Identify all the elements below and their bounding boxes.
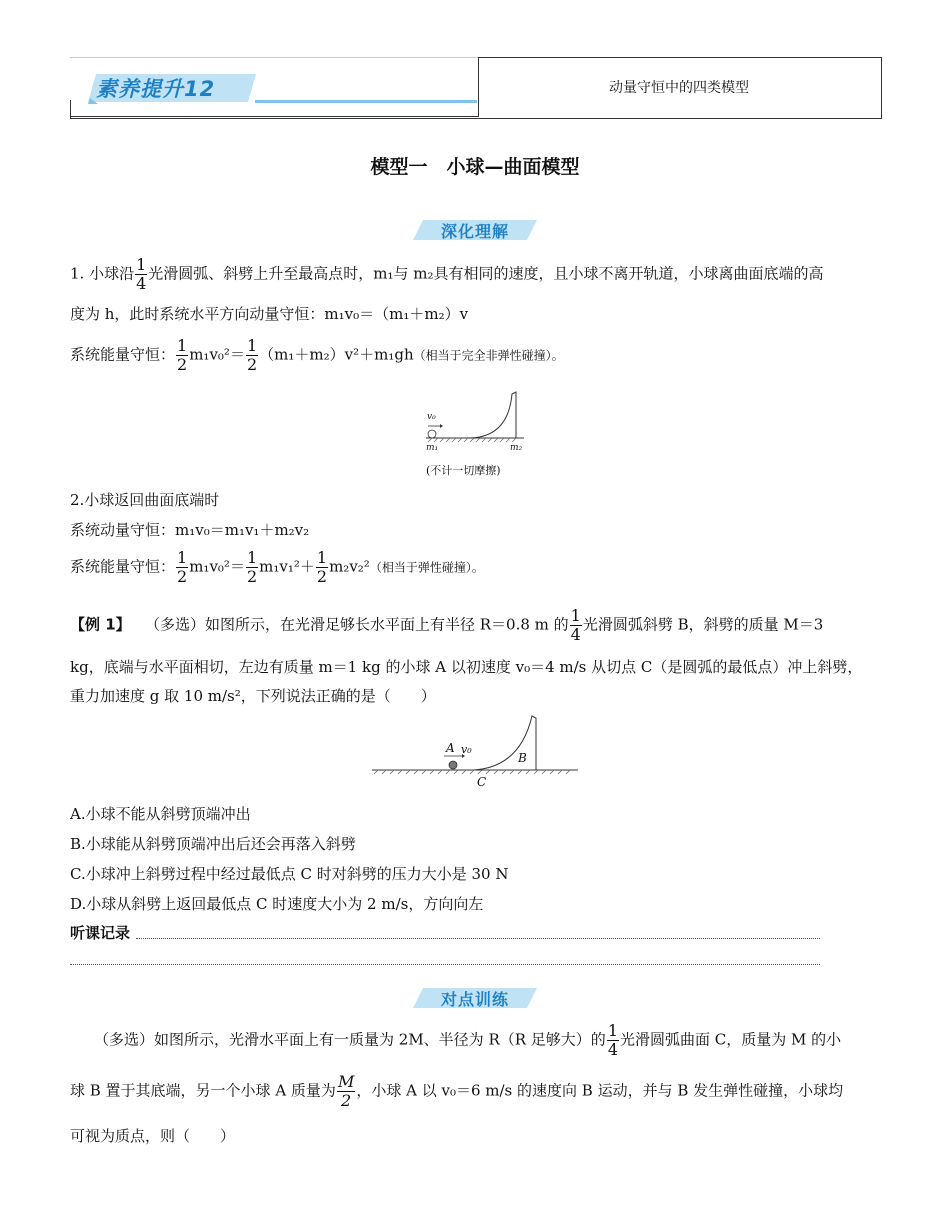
fraction-quarter <box>570 607 582 644</box>
fig2-label-v0: v₀ <box>461 743 472 756</box>
option-c: C.小球冲上斜劈过程中经过最低点 C 时对斜劈的压力大小是 30 N <box>70 865 509 883</box>
frac-num: 1 <box>136 255 147 274</box>
training-tag <box>413 985 537 1011</box>
frac-den: 2 <box>316 567 328 586</box>
paragraph-1-line2: 度为 h，此时系统水平方向动量守恒：m₁v₀＝（m₁＋m₂）v <box>70 305 469 323</box>
ex1-line1-a: （多选）如图所示，在光滑足够长水平面上有半径 R＝0.8 m 的 <box>144 615 569 634</box>
header-top-rule <box>70 57 478 58</box>
training-line1-a: （多选）如图所示，光滑水平面上有一质量为 2M、半径为 R（R 足够大）的 <box>94 1030 606 1049</box>
p5-eq2: m₁v₁²＋ <box>259 557 315 576</box>
training-line1-b: 光滑圆弧曲面 C，质量为 M 的小 <box>620 1030 842 1049</box>
fraction-half <box>176 337 188 374</box>
deepen-tag <box>413 217 537 243</box>
badge-text: 素养提升12 <box>96 77 216 101</box>
frac-num: 1 <box>177 336 188 355</box>
fig1-v0: v₀ <box>427 412 436 422</box>
p5-note: （相当于弹性碰撞）。 <box>369 560 484 575</box>
figure-1 <box>420 390 530 482</box>
frac-num: 1 <box>177 548 188 567</box>
frac-den: 4 <box>136 274 147 293</box>
fig2-label-C: C <box>477 775 487 789</box>
fraction-half <box>246 549 258 586</box>
figure-2-drawing <box>370 712 580 782</box>
option-b: B.小球能从斜劈顶端冲出后还会再落入斜劈 <box>70 835 356 853</box>
p5-label: 系统能量守恒： <box>70 557 176 576</box>
option-a: A.小球不能从斜劈顶端冲出 <box>70 805 251 823</box>
training-line2-a: 球 B 置于其底端，另一个小球 A 质量为 <box>70 1081 336 1100</box>
fraction-half <box>316 549 328 586</box>
paragraph-5 <box>70 549 484 586</box>
frac-den: 2 <box>341 1091 352 1110</box>
fig1-m1: m₁ <box>426 443 439 453</box>
p5-eq3: m₂v₂² <box>329 557 370 576</box>
fig1-m2: m₂ <box>510 443 523 453</box>
example-1-line3: 重力加速度 g 取 10 m/s²，下列说法正确的是（ ） <box>70 687 436 705</box>
frac-den: 2 <box>246 355 258 374</box>
ex1-line1-b: 光滑圆弧斜劈 B，斜劈的质量 M＝3 <box>582 615 824 634</box>
frac-num: 1 <box>570 606 581 625</box>
frac-num: M <box>337 1072 355 1091</box>
fraction-quarter <box>135 256 147 293</box>
paragraph-1 <box>70 256 824 293</box>
header-left-rule <box>70 100 71 117</box>
example-1-line2: kg，底端与水平面相切，左边有质量 m＝1 kg 的小球 A 以初速度 v₀＝4 m/s 从切点 C（是圆弧的最低点）冲上斜劈， <box>70 658 863 676</box>
fraction-quarter <box>607 1022 619 1059</box>
header-bottom-rule <box>70 116 478 117</box>
frac-num: 1 <box>607 1021 618 1040</box>
frac-den: 4 <box>607 1040 618 1059</box>
training-line2-b: ，小球 A 以 v₀＝6 m/s 的速度向 B 运动，并与 B 发生弹性碰撞，小球均 <box>356 1081 844 1100</box>
frac-den: 4 <box>570 625 581 644</box>
figure-2 <box>370 712 580 792</box>
paragraph-3: 2.小球返回曲面底端时 <box>70 491 220 509</box>
p5-eq1: m₁v₀²＝ <box>189 557 245 576</box>
notes-line-2[interactable] <box>70 964 820 965</box>
training-line3: 可视为质点，则（ ） <box>70 1127 236 1145</box>
training-line2 <box>70 1073 843 1110</box>
fig2-label-B: B <box>518 751 527 765</box>
p2-note: （相当于完全非弹性碰撞）。 <box>413 348 564 363</box>
page-title: 模型一 小球—曲面模型 <box>370 156 580 178</box>
paragraph-2 <box>70 337 564 374</box>
p2-label: 系统能量守恒： <box>70 345 176 364</box>
frac-num: 1 <box>316 548 328 567</box>
fig1-caption: (不计一切摩擦) <box>426 464 501 477</box>
section-badge <box>88 70 258 104</box>
notes-line-1[interactable] <box>136 938 820 939</box>
p1-prefix: 1. 小球沿 <box>70 264 135 283</box>
p1-rest: 光滑圆弧、斜劈上升至最高点时，m₁与 m₂具有相同的速度，且小球不离开轨道，小球离曲面底端的高 <box>148 264 824 283</box>
fig2-label-A: A <box>446 741 455 755</box>
frac-den: 2 <box>177 355 188 374</box>
training-line1 <box>94 1022 841 1059</box>
badge-underline <box>255 100 477 103</box>
fraction-half <box>246 337 258 374</box>
training-tag-label: 对点训练 <box>440 989 509 1009</box>
fraction-m-over-2 <box>337 1073 355 1110</box>
header-topic: 动量守恒中的四类模型 <box>609 80 749 96</box>
frac-den: 2 <box>246 567 258 586</box>
notes-label: 听课记录 <box>70 924 131 942</box>
frac-num: 1 <box>246 336 258 355</box>
fraction-half <box>176 549 188 586</box>
deepen-tag-label: 深化理解 <box>440 221 509 241</box>
example-label: 【例 1】 <box>70 615 131 634</box>
p2-eq2: （m₁＋m₂）v²＋m₁gh <box>259 345 414 364</box>
paragraph-4: 系统动量守恒：m₁v₀＝m₁v₁＋m₂v₂ <box>70 521 310 539</box>
frac-den: 2 <box>177 567 188 586</box>
example-1-line1 <box>70 607 823 644</box>
frac-num: 1 <box>246 548 258 567</box>
option-d: D.小球从斜劈上返回最低点 C 时速度大小为 2 m/s，方向向左 <box>70 895 484 913</box>
p2-eq: m₁v₀²＝ <box>189 345 245 364</box>
